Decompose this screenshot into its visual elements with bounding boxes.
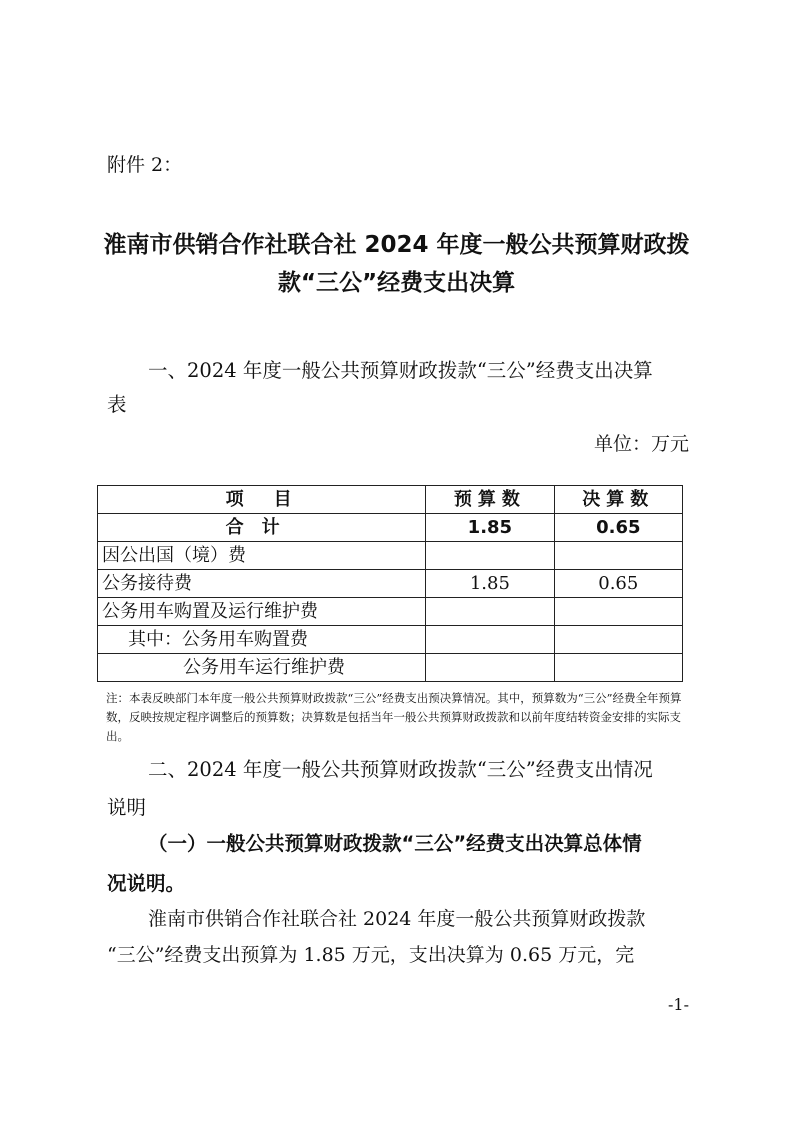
section2-heading-line2: 说明 [107, 796, 147, 819]
document-title-line2: 款“三公”经费支出决算 [277, 270, 516, 296]
table-note: 注：本表反映部门本年度一般公共预算财政拨款“三公”经费支出预决算情况。其中，预算数为“三公”经费全年预算数，反映按规定程序调整后的预算数；决算数是包括当年一般公共预算财政拨款和以前年度结转资金安排的实际支出。 [106, 691, 682, 743]
table-header-row [98, 486, 683, 514]
row-final: 0.65 [554, 570, 682, 598]
row-budget [426, 598, 554, 626]
row-final [554, 654, 682, 682]
body-text-line2: “三公”经费支出预算为 1.85 万元，支出决算为 0.65 万元，完 [107, 944, 635, 966]
table-row [98, 598, 683, 626]
section2-heading-line1: 二、2024 年度一般公共预算财政拨款“三公”经费支出情况 [148, 758, 653, 781]
table-row-total [98, 514, 683, 542]
header-item: 项 目 [98, 486, 426, 514]
row-item: 因公出国（境）费 [98, 542, 426, 570]
row-budget: 1.85 [426, 570, 554, 598]
row-item: 公务用车购置及运行维护费 [98, 598, 426, 626]
unit-label: 单位：万元 [593, 433, 689, 455]
row-item: 公务用车运行维护费 [98, 654, 426, 682]
three-public-expenses-table [97, 485, 683, 682]
row-budget [426, 626, 554, 654]
header-budget: 预算数 [426, 486, 554, 514]
row-item: 公务接待费 [98, 570, 426, 598]
page-number: -1- [668, 995, 689, 1014]
row-final [554, 626, 682, 654]
row-final: 0.65 [554, 514, 682, 542]
row-budget: 1.85 [426, 514, 554, 542]
subsection1-heading-line1: （一）一般公共预算财政拨款“三公”经费支出决算总体情 [148, 832, 642, 855]
header-final: 决算数 [554, 486, 682, 514]
row-budget [426, 542, 554, 570]
attachment-label: 附件 2： [107, 154, 183, 176]
section1-heading-line2: 表 [107, 393, 127, 416]
document-title-line1: 淮南市供销合作社联合社 2024 年度一般公共预算财政拨 [103, 232, 690, 258]
row-final [554, 598, 682, 626]
table-row [98, 626, 683, 654]
row-budget [426, 654, 554, 682]
section1-heading-line1: 一、2024 年度一般公共预算财政拨款“三公”经费支出决算 [148, 359, 653, 382]
row-item: 其中：公务用车购置费 [98, 626, 426, 654]
body-text-line1: 淮南市供销合作社联合社 2024 年度一般公共预算财政拨款 [148, 908, 646, 930]
subsection1-heading-line2: 况说明。 [107, 872, 186, 895]
table-row [98, 654, 683, 682]
row-item: 合计 [98, 514, 426, 542]
table-row [98, 570, 683, 598]
table-row [98, 542, 683, 570]
row-final [554, 542, 682, 570]
